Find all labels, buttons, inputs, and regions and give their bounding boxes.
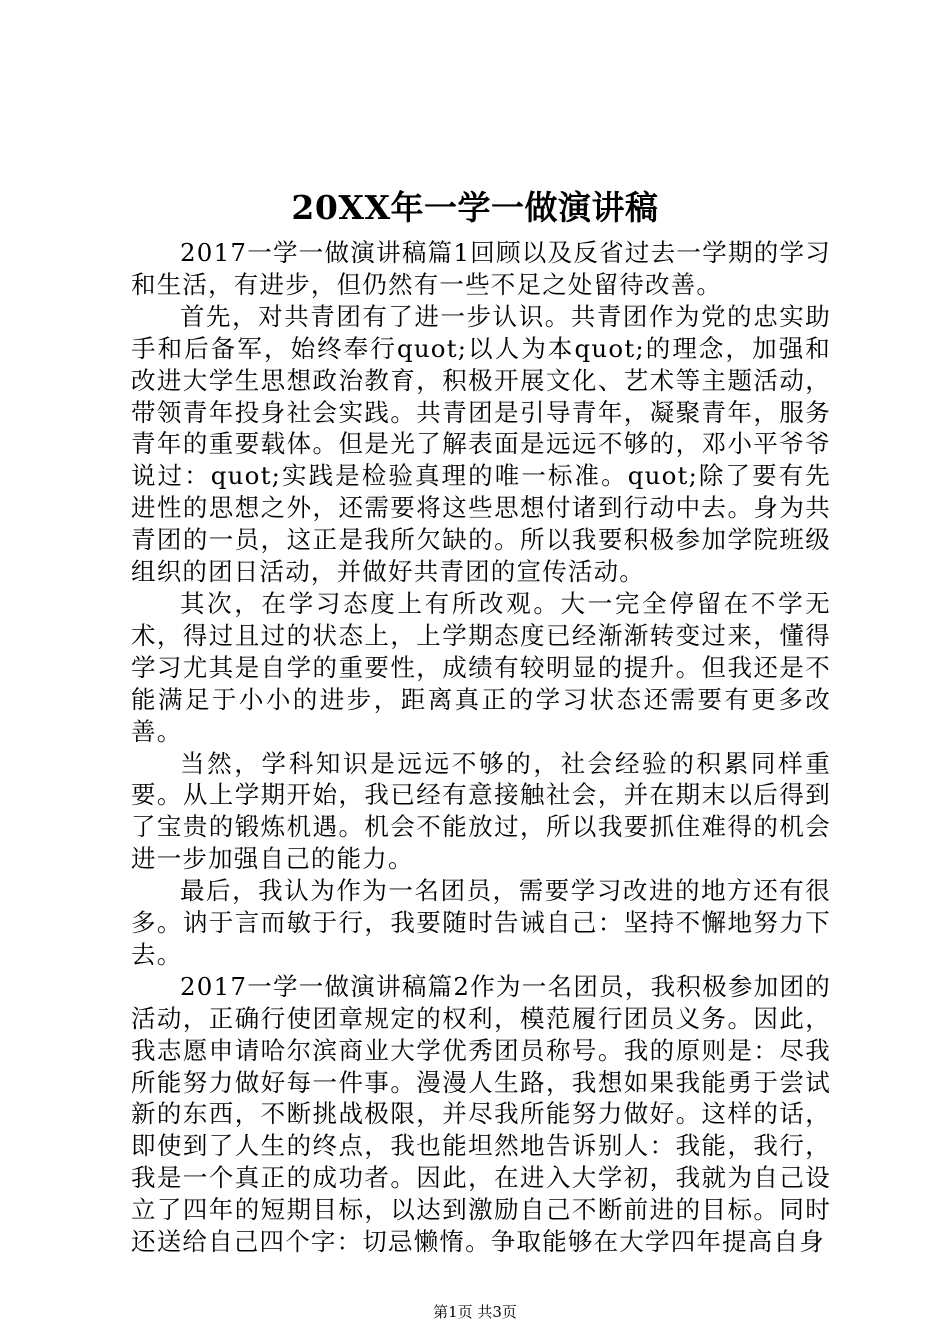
- document-body: [131, 237, 831, 1258]
- paragraph: 最后，我认为作为一名团员，需要学习改进的地方还有很多。讷于言而敏于行，我要随时告诫自己：坚持不懈地努力下去。: [131, 876, 831, 969]
- paragraph: 当然，学科知识是远远不够的，社会经验的积累同样重要。从上学期开始，我已经有意接触社会，并在期末以后得到了宝贵的锻炼机遇。机会不能放过，所以我要抓住难得的机会进一步加强自己的能力。: [131, 748, 831, 874]
- paragraph: 2017一学一做演讲稿篇1回顾以及反省过去一学期的学习和生活，有进步，但仍然有一些不足之处留待改善。: [131, 238, 831, 299]
- paragraph: 首先，对共青团有了进一步认识。共青团作为党的忠实助手和后备军，始终奉行quot;以人为本quot;的理念，加强和改进大学生思想政治教育，积极开展文化、艺术等主题活动，带领青年投身社会实践。共青团是引导青年，凝聚青年，服务青年的重要载体。但是光了解表面是远远不够的，邓小平爷爷说过：quot;实践是检验真理的唯一标准。quot;除了要有先进性的思想之外，还需要将这些思想付诸到行动中去。身为共青团的一员，这正是我所欠缺的。所以我要积极参加学院班级组织的团日活动，并做好共青团的宣传活动。: [131, 301, 831, 587]
- document-title: 20XX年一学一做演讲稿: [291, 188, 659, 227]
- page-number-footer: 第1页 共3页: [433, 1303, 517, 1321]
- paragraph: 其次，在学习态度上有所改观。大一完全停留在不学无术，得过且过的状态上，上学期态度已经渐渐转变过来，懂得学习尤其是自学的重要性，成绩有较明显的提升。但我还是不能满足于小小的进步，距离真正的学习状态还需要有更多改善。: [131, 588, 831, 746]
- paragraph: 2017一学一做演讲稿篇2作为一名团员，我积极参加团的活动，正确行使团章规定的权利，模范履行团员义务。因此，我志愿申请哈尔滨商业大学优秀团员称号。我的原则是：尽我所能努力做好每一件事。漫漫人生路，我想如果我能勇于尝试新的东西，不断挑战极限，并尽我所能努力做好。这样的话，即使到了人生的终点，我也能坦然地告诉别人：我能，我行，我是一个真正的成功者。因此，在进入大学初，我就为自己设立了四年的短期目标，以达到激励自己不断前进的目标。同时还送给自己四个字：切忌懒惰。争取能够在大学四年提高自身: [131, 971, 831, 1257]
